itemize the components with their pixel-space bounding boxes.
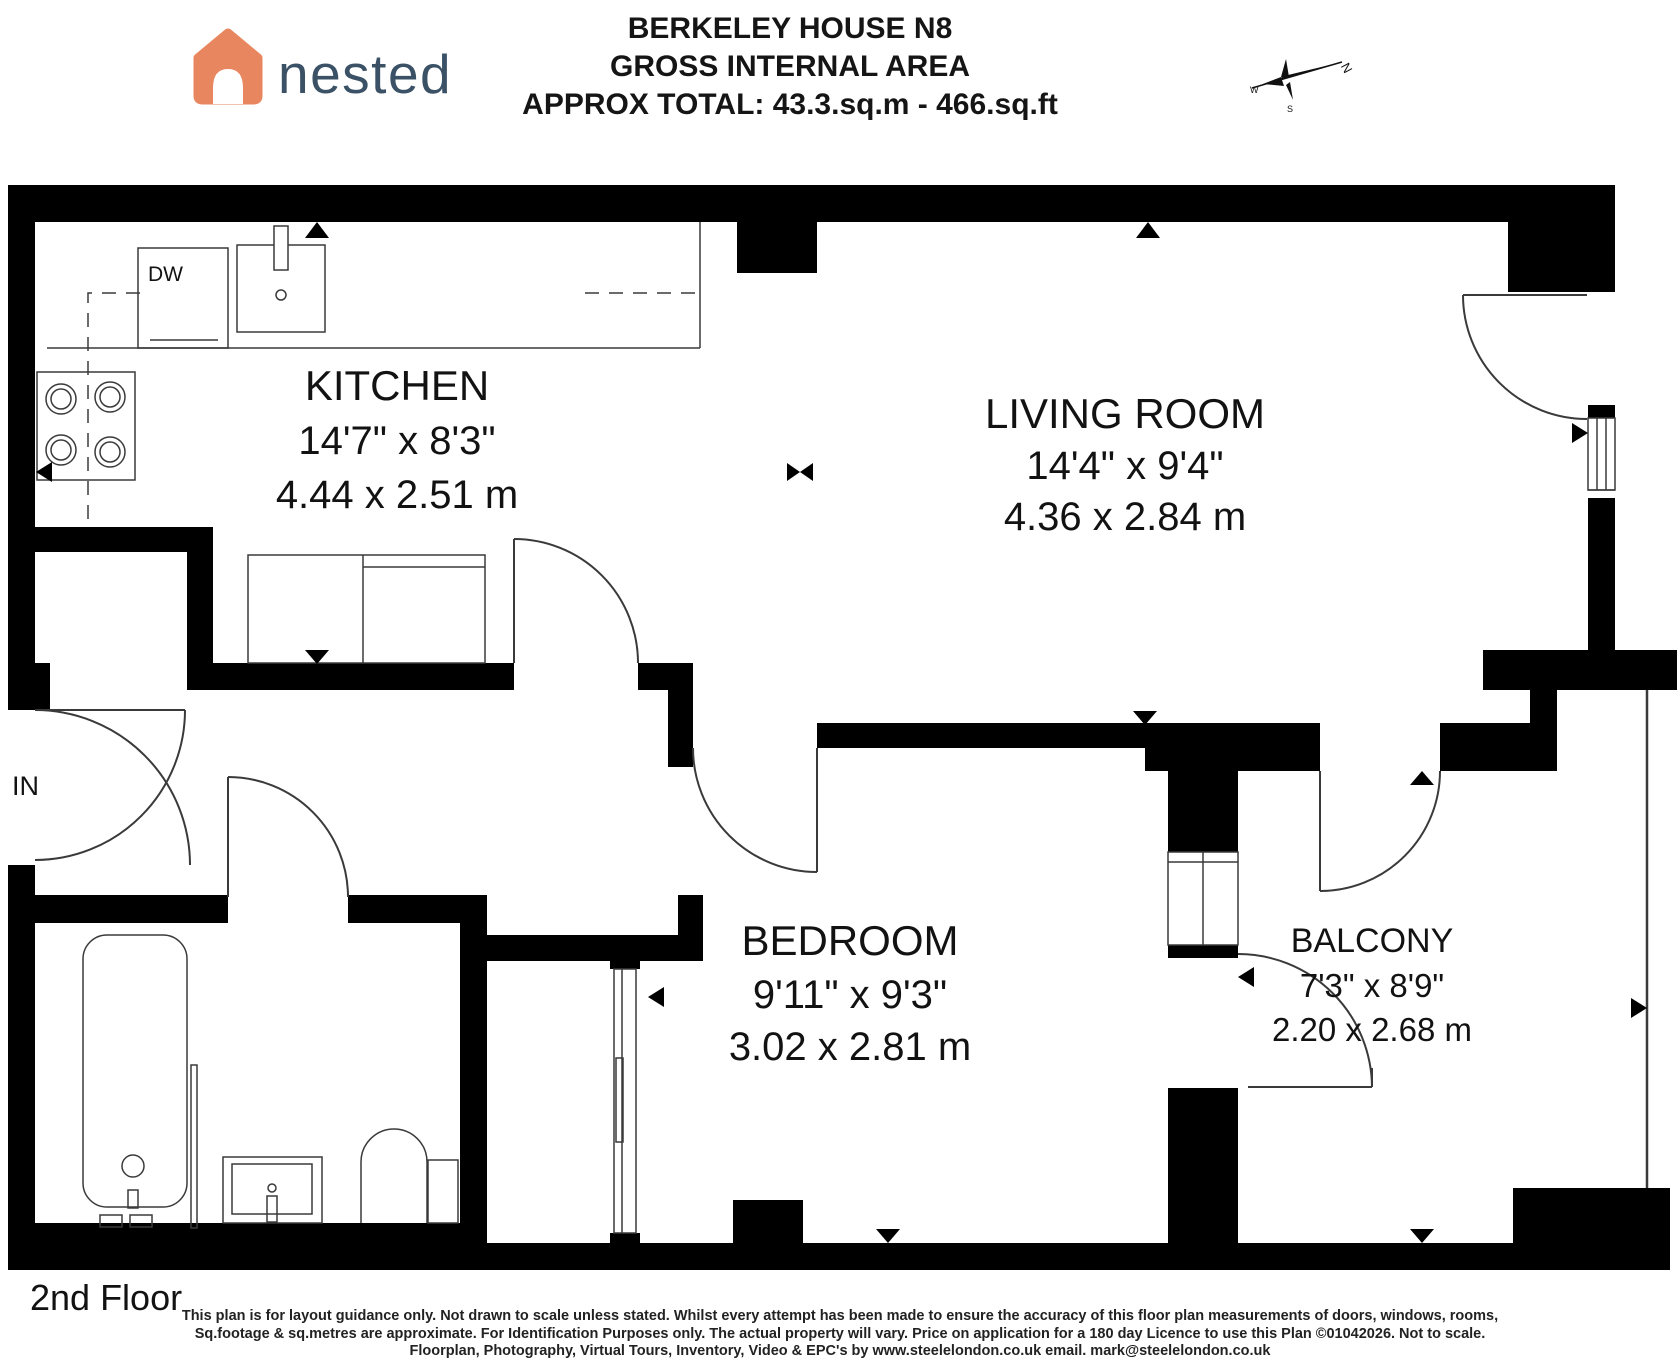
- wall-segment: [348, 895, 487, 923]
- wall-segment: [1530, 690, 1557, 723]
- kitchen-door: [514, 539, 638, 663]
- disclaimer-line-3: Floorplan, Photography, Virtual Tours, Inventory, Video & EPC's by www.steelelondon.co.uk email. mark@steelelondon.co.uk: [409, 1343, 1271, 1359]
- wall-segment: [668, 663, 693, 767]
- wall-segment: [487, 935, 678, 961]
- wall-segment: [733, 1200, 803, 1243]
- logo-house-arch: [213, 69, 243, 104]
- arrow-right-icon: [1572, 423, 1588, 443]
- balcony-dim-imperial: 7'3" x 8'9": [1299, 967, 1445, 1004]
- arrow-down-icon: [1410, 1229, 1434, 1243]
- kitchen-dim-imperial: 14'7" x 8'3": [298, 419, 496, 463]
- bowtie-join-icon: [800, 463, 813, 481]
- balcony-window: [1168, 852, 1238, 945]
- compass-n-label: N: [1337, 60, 1356, 76]
- toilet: [361, 1129, 458, 1223]
- arrow-left-icon: [648, 987, 664, 1007]
- compass-w-label: W: [1250, 85, 1259, 95]
- wall-segment: [737, 222, 817, 273]
- shower-screen: [191, 1065, 197, 1228]
- kitchen-dim-metric: 4.44 x 2.51 m: [275, 473, 519, 517]
- wall-segment: [1508, 222, 1615, 292]
- header: [198, 12, 1355, 121]
- wall-segment: [8, 1243, 1513, 1270]
- windows: [614, 418, 1647, 1233]
- wall-segment: [1168, 1088, 1238, 1248]
- counter-right: [248, 555, 485, 663]
- balcony-dim-metric: 2.20 x 2.68 m: [1272, 1011, 1472, 1048]
- arrow-up-icon: [1136, 222, 1160, 238]
- disclaimer-line-2: Sq.footage & sq.metres are approximate. For Identification Purposes only. The actual property will vary. Price on application for a 180 day Licence to use this Plan ©01042026. Not to scale.: [194, 1326, 1486, 1342]
- balcony-label: BALCONY: [1290, 922, 1454, 960]
- arrow-left-icon: [36, 462, 52, 482]
- logo-wordmark: nested: [278, 43, 453, 105]
- wall-segment: [678, 895, 703, 961]
- compass-icon: [1250, 59, 1355, 114]
- arrow-up-icon: [305, 222, 329, 238]
- bedroom-dim-metric: 3.02 x 2.81 m: [728, 1025, 972, 1069]
- wall-segment: [1440, 723, 1557, 771]
- kitchen-label: KITCHEN: [304, 362, 490, 409]
- arrow-right-icon: [1631, 998, 1647, 1018]
- title-line-3: APPROX TOTAL: 43.3.sq.m - 466.sq.ft: [522, 88, 1058, 121]
- bathroom-door: [228, 777, 348, 897]
- living-room-dim-imperial: 14'4" x 9'4": [1026, 444, 1224, 488]
- floor-label: 2nd Floor: [30, 1277, 183, 1318]
- wall-segment: [8, 185, 1615, 222]
- wall-segment: [8, 185, 35, 690]
- wall-segment: [610, 1233, 640, 1245]
- entrance-door: [35, 710, 190, 865]
- bedroom-door: [693, 748, 817, 872]
- wall-segment: [8, 865, 35, 1270]
- entrance-label: IN: [12, 771, 39, 801]
- bedroom-label: BEDROOM: [741, 917, 959, 964]
- dishwasher-label: DW: [148, 263, 183, 286]
- kitchen-sink: [237, 226, 325, 332]
- arrow-up-icon: [1410, 771, 1434, 785]
- title-line-2: GROSS INTERNAL AREA: [609, 50, 971, 83]
- wall-segment: [8, 527, 213, 552]
- wall-segment: [8, 663, 50, 710]
- bathtub: [83, 935, 187, 1227]
- bedroom-partition: [614, 969, 636, 1233]
- wall-segment: [610, 955, 640, 969]
- arrow-down-icon: [876, 1229, 900, 1243]
- balcony-door-living: [1320, 771, 1440, 891]
- arrow-left-icon: [1238, 967, 1254, 987]
- wall-segment: [1168, 945, 1238, 958]
- bathroom-basin: [223, 1157, 322, 1223]
- wall-segment: [1513, 1188, 1670, 1270]
- arrow-down-icon: [305, 650, 329, 664]
- wall-segment: [460, 923, 487, 1270]
- living-room-window: [1588, 418, 1615, 490]
- nested-logo: [198, 33, 452, 105]
- wall-segment: [817, 723, 1145, 748]
- wall-segment: [1483, 650, 1677, 690]
- title-line-1: BERKELEY HOUSE N8: [627, 12, 953, 45]
- disclaimer-line-1: This plan is for layout guidance only. Not drawn to scale unless stated. Whilst every attempt has been made to ensure the accuracy of this floor plan measurements of doors, windows, rooms,: [181, 1308, 1499, 1324]
- counter-dashed-outline: [88, 293, 140, 527]
- wall-segment: [1588, 405, 1615, 418]
- arrow-down-icon: [1133, 711, 1157, 725]
- bedroom-dim-imperial: 9'11" x 9'3": [752, 973, 948, 1017]
- wall-segment: [1168, 747, 1238, 852]
- compass-s-label: S: [1287, 104, 1294, 114]
- wall-segment: [1588, 498, 1615, 653]
- wall-segment: [187, 663, 514, 690]
- footer: [30, 1277, 1498, 1359]
- bathroom-fixtures: [83, 935, 458, 1228]
- living-room-label: LIVING ROOM: [984, 390, 1266, 437]
- living-room-external-door: [1463, 295, 1587, 419]
- bowtie-join-icon: [787, 463, 800, 481]
- living-room-dim-metric: 4.36 x 2.84 m: [1003, 495, 1247, 539]
- wall-segment: [18, 895, 228, 923]
